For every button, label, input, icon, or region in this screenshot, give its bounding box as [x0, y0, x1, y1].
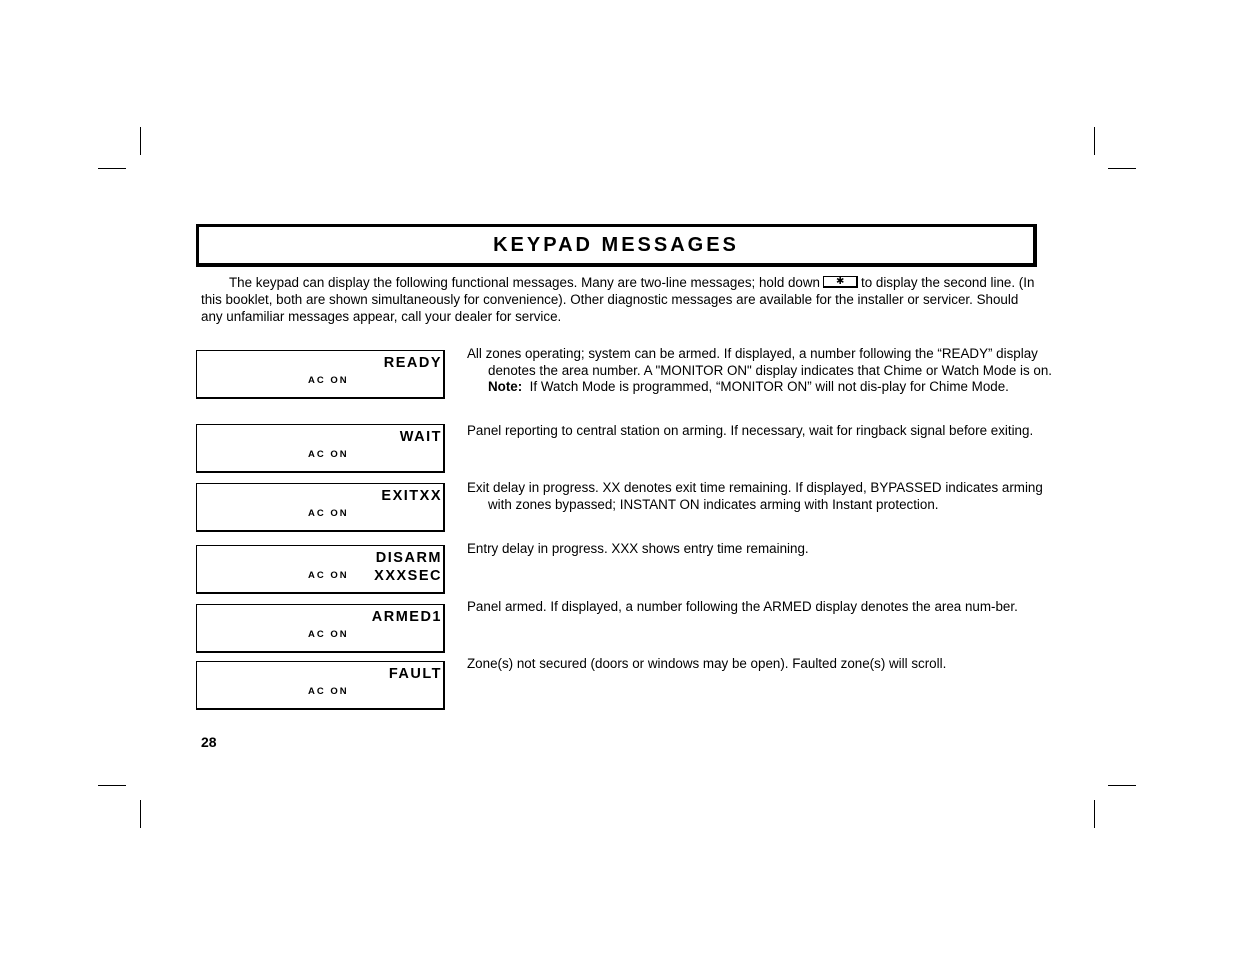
keypad-display	[196, 350, 445, 399]
keypad-display	[196, 661, 445, 710]
crop-mark	[1094, 800, 1095, 828]
crop-mark	[98, 168, 126, 169]
message-description: Zone(s) not secured (doors or windows may be open). Faulted zone(s) will scroll.	[467, 656, 947, 671]
message-description: Panel armed. If displayed, a number following the ARMED display denotes the area num-ber.	[467, 599, 1018, 614]
display-line-1: DISARM	[375, 550, 442, 566]
message-description: Panel reporting to central station on arming. If necessary, wait for ringback signal before exiting.	[467, 423, 1034, 438]
message-description: All zones operating; system can be armed. If displayed, a number following the “READY” display denotes the area number. A "MONITOR ON" display indicates that Chime or Watch Mode is on. Note: If Watch Mode is programmed, “MONITOR ON” will not dis-play for Chime Mode.	[467, 346, 1052, 394]
keypad-display	[196, 545, 445, 594]
display-line-2: XXXSEC	[374, 568, 442, 584]
ac-status: AC ON	[308, 508, 349, 519]
crop-mark	[140, 127, 141, 155]
display-line-1: WAIT	[399, 429, 442, 445]
display-line-1: ARMED1	[371, 609, 442, 625]
display-line-1: EXITXX	[381, 488, 442, 504]
note-label: Note:	[488, 379, 523, 394]
ac-status: AC ON	[308, 629, 349, 640]
page-number: 28	[201, 734, 217, 750]
crop-mark	[1108, 785, 1136, 786]
page-title-box	[196, 224, 1037, 267]
intro-paragraph	[201, 274, 1037, 325]
message-description: Entry delay in progress. XXX shows entry time remaining.	[467, 541, 809, 556]
keypad-display	[196, 424, 445, 473]
ac-status: AC ON	[308, 375, 349, 386]
page-title: KEYPAD MESSAGES	[493, 233, 739, 256]
star-key-icon	[823, 276, 858, 288]
intro-text-1: The keypad can display the following functional messages. Many are two-line messages; hold down	[229, 275, 820, 290]
crop-mark	[140, 800, 141, 828]
ac-status: AC ON	[308, 570, 349, 581]
crop-mark	[1094, 127, 1095, 155]
keypad-display	[196, 604, 445, 653]
intro-text-2: to display the second line. (In this booklet, both are shown simultaneously for convenience). Other diagnostic messages are available for the installer or servicer. Should any unfamiliar messages appear, call your dealer for service.	[201, 275, 1035, 324]
note-text: If Watch Mode is programmed, “MONITOR ON” will not dis-play for Chime Mode.	[529, 379, 1009, 394]
ac-status: AC ON	[308, 449, 349, 460]
keypad-display	[196, 483, 445, 532]
display-line-1: READY	[383, 355, 442, 371]
display-line-1: FAULT	[388, 666, 442, 682]
crop-mark	[1108, 168, 1136, 169]
ac-status: AC ON	[308, 686, 349, 697]
crop-mark	[98, 785, 126, 786]
message-description: Exit delay in progress. XX denotes exit time remaining. If displayed, BYPASSED indicates arming with zones bypassed; INSTANT ON indicates arming with Instant protection.	[467, 480, 1043, 512]
